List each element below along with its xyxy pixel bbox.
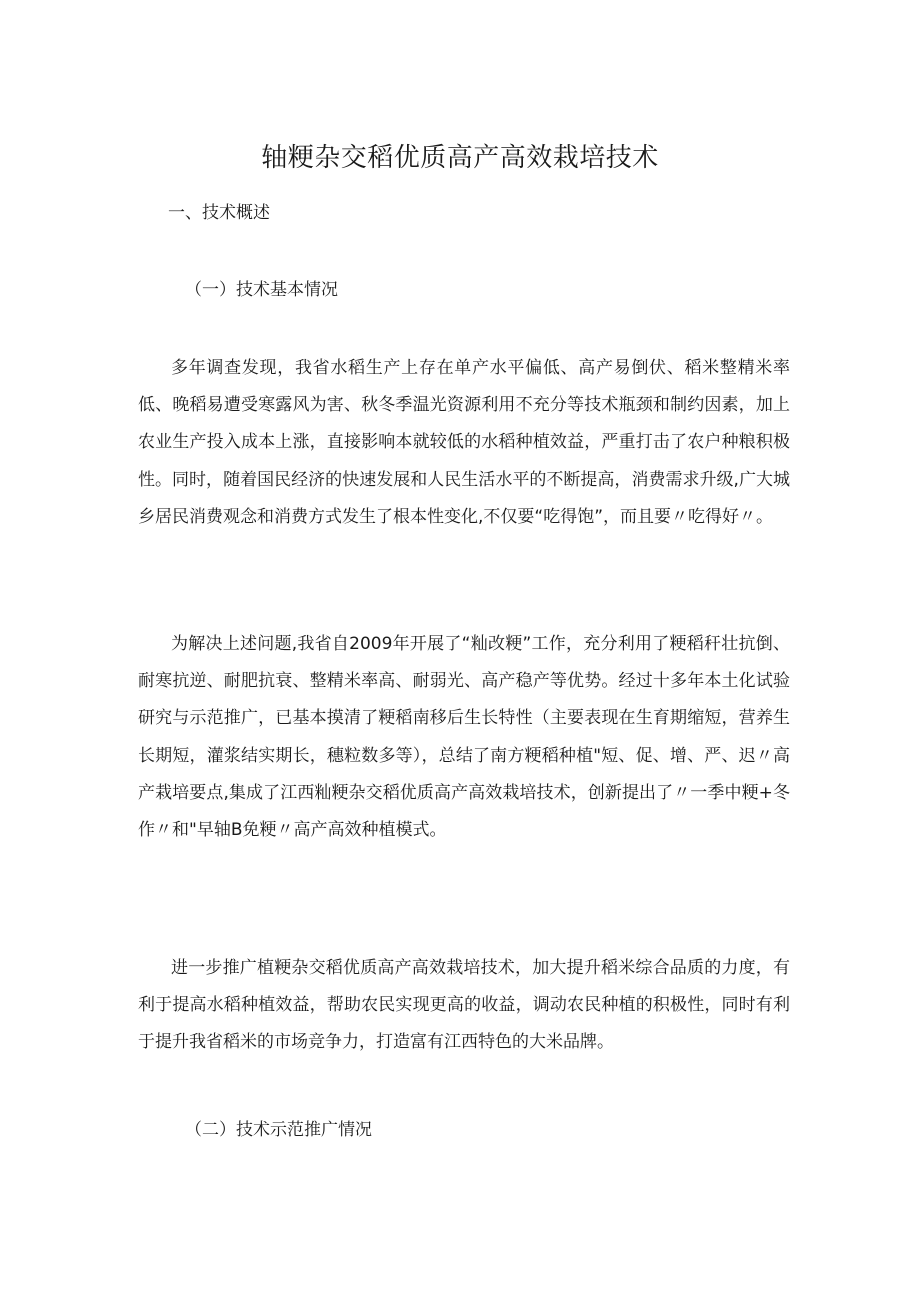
paragraph-solution: 为解决上述问题,我省自2009年开展了“籼改粳”工作，充分利用了粳稻秆壮抗倒、耐寒抗逆、耐肥抗衰、整精米率高、耐弱光、高产稳产等优势。经过十多年本土化试验研究与示范推广，已基本摸清了粳稻南移后生长特性（主要表现在生育期缩短，营养生长期短，灌浆结实期长，穗粒数多等），总结了南方粳稻种植"短、促、增、严、迟〃高产栽培要点,集成了江西籼粳杂交稻优质高产高效栽培技术，创新提出了〃一季中粳+冬作〃和"早轴B免粳〃高产高效种植模式。 <box>138 634 790 841</box>
subsection-heading-basic-info: （一）技术基本情况 <box>185 280 338 300</box>
section-heading-overview: 一、技术概述 <box>168 203 270 223</box>
subsection-heading-demonstration: （二）技术示范推广情况 <box>185 1120 372 1140</box>
paragraph-promotion-benefit: 进一步推广植粳杂交稻优质高产高效栽培技术，加大提升稻米综合品质的力度，有利于提高水稻种植效益，帮助农民实现更高的收益，调动农民种植的积极性，同时有利于提升我省稻米的市场竞争力，打造富有江西特色的大米品牌。 <box>138 958 790 1053</box>
document-title: 轴粳杂交稻优质高产高效栽培技术 <box>261 143 659 173</box>
paragraph-background: 多年调查发现，我省水稻生产上存在单产水平偏低、高产易倒伏、稻米整精米率低、晚稻易遭受寒露风为害、秋冬季温光资源利用不充分等技术瓶颈和制约因素，加上农业生产投入成本上涨，直接影响本就较低的水稻种植效益，严重打击了农户种粮积极性。同时，随着国民经济的快速发展和人民生活水平的不断提高，消费需求升级,广大城乡居民消费观念和消费方式发生了根本性变化,不仅要“吃得饱”，而且要〃吃得好〃。 <box>138 358 790 527</box>
